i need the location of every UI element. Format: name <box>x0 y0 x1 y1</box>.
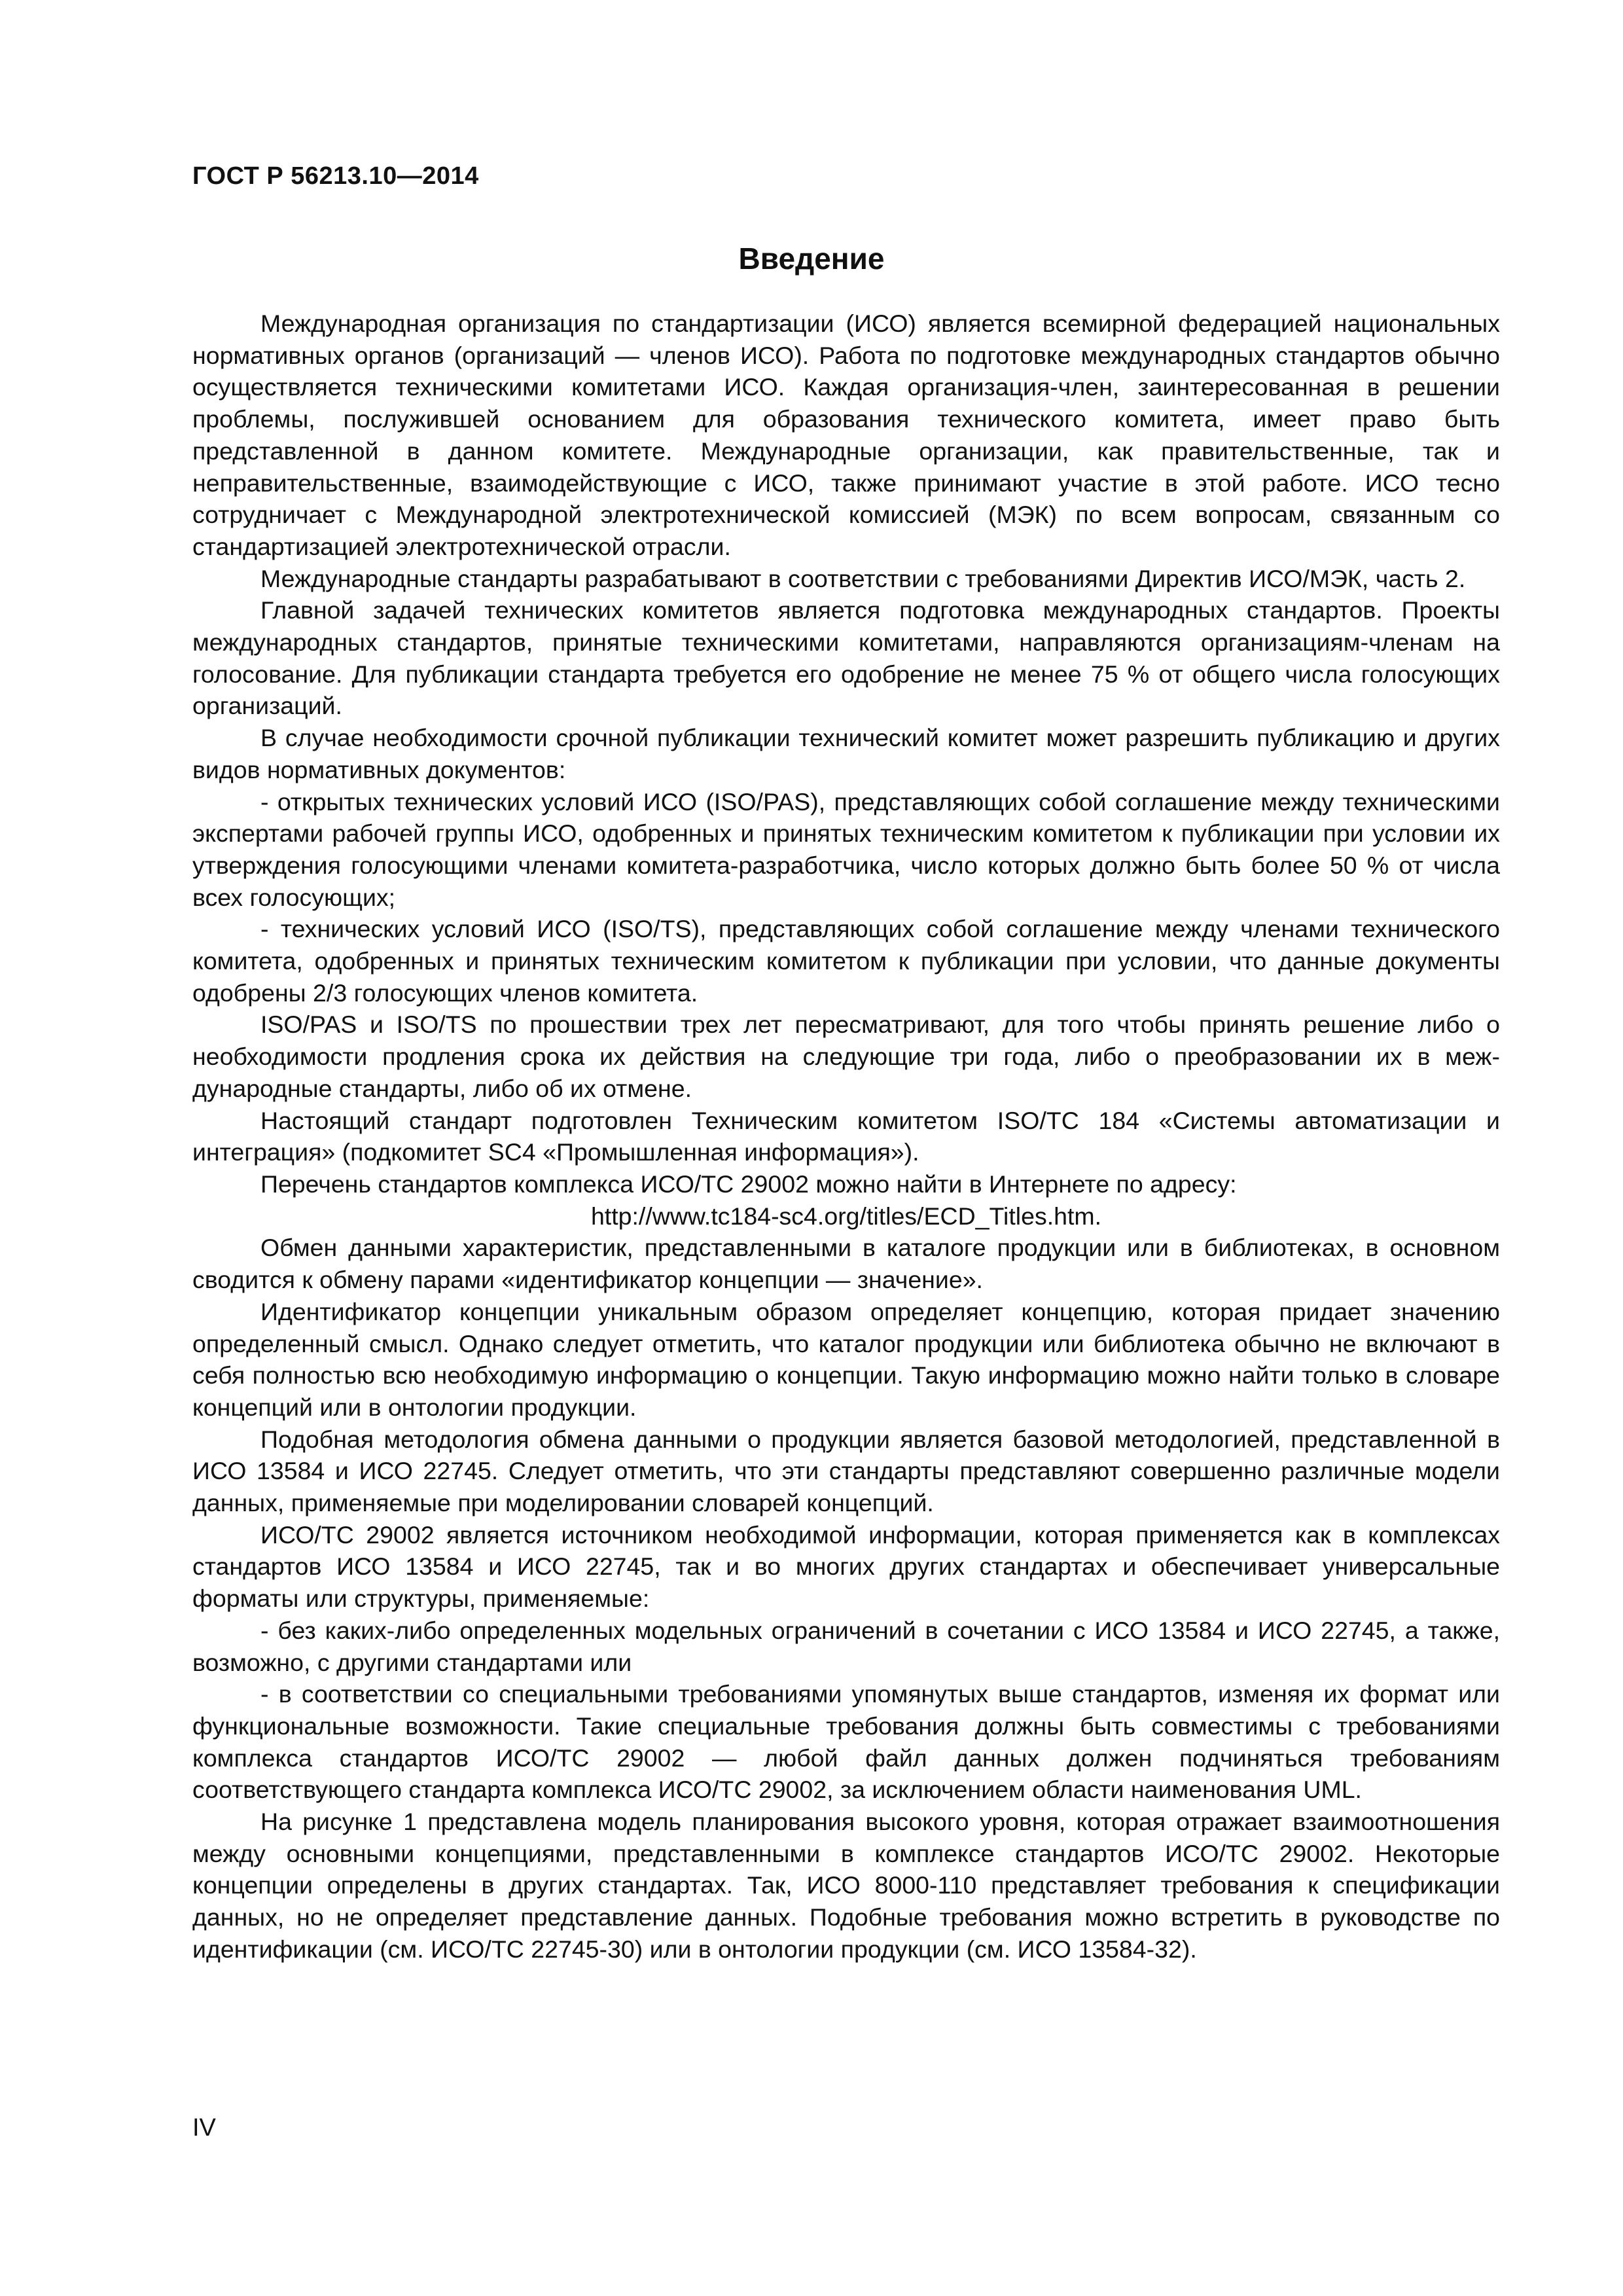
url-line: http://www.tc184-sc4.org/titles/ECD_Titles.htm. <box>590 1202 1102 1230</box>
paragraph: ISO/PAS и ISO/TS по прошествии трех лет пересматривают, для того чтобы принять решение либо о необходимости продления срока их действия на следующие три года, либо о преобразовании их в международные стандарты, либо об их отмене. <box>192 1011 1500 1102</box>
list-item: - в соответствии со специальными требованиями упомянутых выше стандартов, изменяя их формат или функциональные возможности. Такие специальные требования должны быть совместимы с требованиями комплекса стандартов ИСО/ТС 29002 — любой файл данных должен подчиняться требованиям соответствующего стандарта комплекса ИСО/ТС 29002, за исключением области наименования UML. <box>192 1680 1500 1804</box>
document-code: ГОСТ Р 56213.10—2014 <box>192 162 479 190</box>
paragraph: Подобная методология обмена данными о продукции является базовой методологией, представленной в ИСО 13584 и ИСО 22745. Следует отметить, что эти стандарты представляют совершенно различные модели данных, применяемые при моделировании словарей концепций. <box>192 1425 1500 1517</box>
list-item: - технических условий ИСО (ISO/TS), представляющих собой соглашение между членами технического комитета, одобренных и принятых техническим комитетом к публикации при условии, что данные документы одобрены 2/3 голосующих членов комитета. <box>192 915 1500 1007</box>
paragraph: Международные стандарты разрабатывают в соответствии с требованиями Директив ИСО/МЭК, часть 2. <box>260 564 1466 592</box>
paragraph: ИСО/ТС 29002 является источником необходимой информации, которая применяется как в комплексах стандартов ИСО 13584 и ИСО 22745, так и во многих других стандартах и обеспечивает универсальные форматы или структуры, применяемые: <box>192 1520 1500 1613</box>
paragraph: Обмен данными характеристик, представленными в каталоге продукции или в библиотеках, в основном сводится к обмену парами «идентификатор концепции — значение». <box>192 1234 1500 1294</box>
list-item: - открытых технических условий ИСО (ISO/PAS), представляющих собой соглашение между техническими экспертами рабочей группы ИСО, одобренных и принятых техническим комитетом к публикации при условии их утверждения голосующими членами комитета-разработчика, число которых должно быть более 50 % от числа всех голосующих; <box>192 787 1500 911</box>
paragraph: Идентификатор концепции уникальным образом определяет концепцию, которая придает значению определенный смысл. Однако следует отметить, что каталог продукции или библиотека обычно не включают в себя полностью всю необходимую информацию о концепции. Такую информацию можно найти только в словаре концепций или в онтологии продукции. <box>192 1297 1500 1421</box>
paragraph: Настоящий стандарт подготовлен Техническим комитетом ISO/TC 184 «Системы автоматизации и интеграция» (подкомитет SC4 «Промышленная информация»). <box>192 1106 1500 1166</box>
body-text <box>192 308 1500 1965</box>
paragraph: Главной задачей технических комитетов является подготовка международных стандартов. Проекты международных стандартов, принятые техническими комитетами, направляются организациям-членам на голосование. Для публикации стандарта требуется его одобрение не менее 75 % от общего числа голосующих организаций. <box>192 596 1500 720</box>
list-item: - без каких-либо определенных модельных ограничений в сочетании с ИСО 13584 и ИСО 22745, а также, возможно, с другими стандартами или <box>192 1616 1500 1676</box>
paragraph: На рисунке 1 представлена модель планирования высокого уровня, которая отражает взаимоотношения между основными концепциями, представленными в комплексе стандартов ИСО/ТС 29002. Некоторые концепции определены в других стандартах. Так, ИСО 8000-110 представляет требования к спецификации данных, но не определяет представление данных. Подобные требования можно встретить в руководстве по идентификации (см. ИСО/ТС 22745-30) или в онтологии продукции (см. ИСО 13584-32). <box>192 1808 1500 1963</box>
section-title: Введение <box>738 242 885 276</box>
page-number: IV <box>192 2114 216 2142</box>
paragraph: Международная организация по стандартизации (ИСО) является всемирной федерацией национальных нормативных органов (организаций — членов ИСО). Работа по подготовке международных стандартов обычно осуществляется техническими комитетами ИСО. Каждая организация-член, заинтересованная в решении проблемы, послужившей основанием для образования технического комитета, имеет право быть представленной в данном комитете. Международные организации, как правительственные, так и неправительственные, взаимодействующие с ИСО, также принимают участие в этой работе. ИСО тесно сотрудничает с Международной электротехнической комиссией (МЭК) по всем вопросам, связанным со стандартизацией электротехнической отрасли. <box>192 310 1500 560</box>
paragraph: Перечень стандартов комплекса ИСО/ТС 29002 можно найти в Интернете по адресу: <box>260 1170 1237 1198</box>
paragraph: В случае необходимости срочной публикации технический комитет может разрешить публикацию и других видов нормативных документов: <box>192 724 1500 783</box>
